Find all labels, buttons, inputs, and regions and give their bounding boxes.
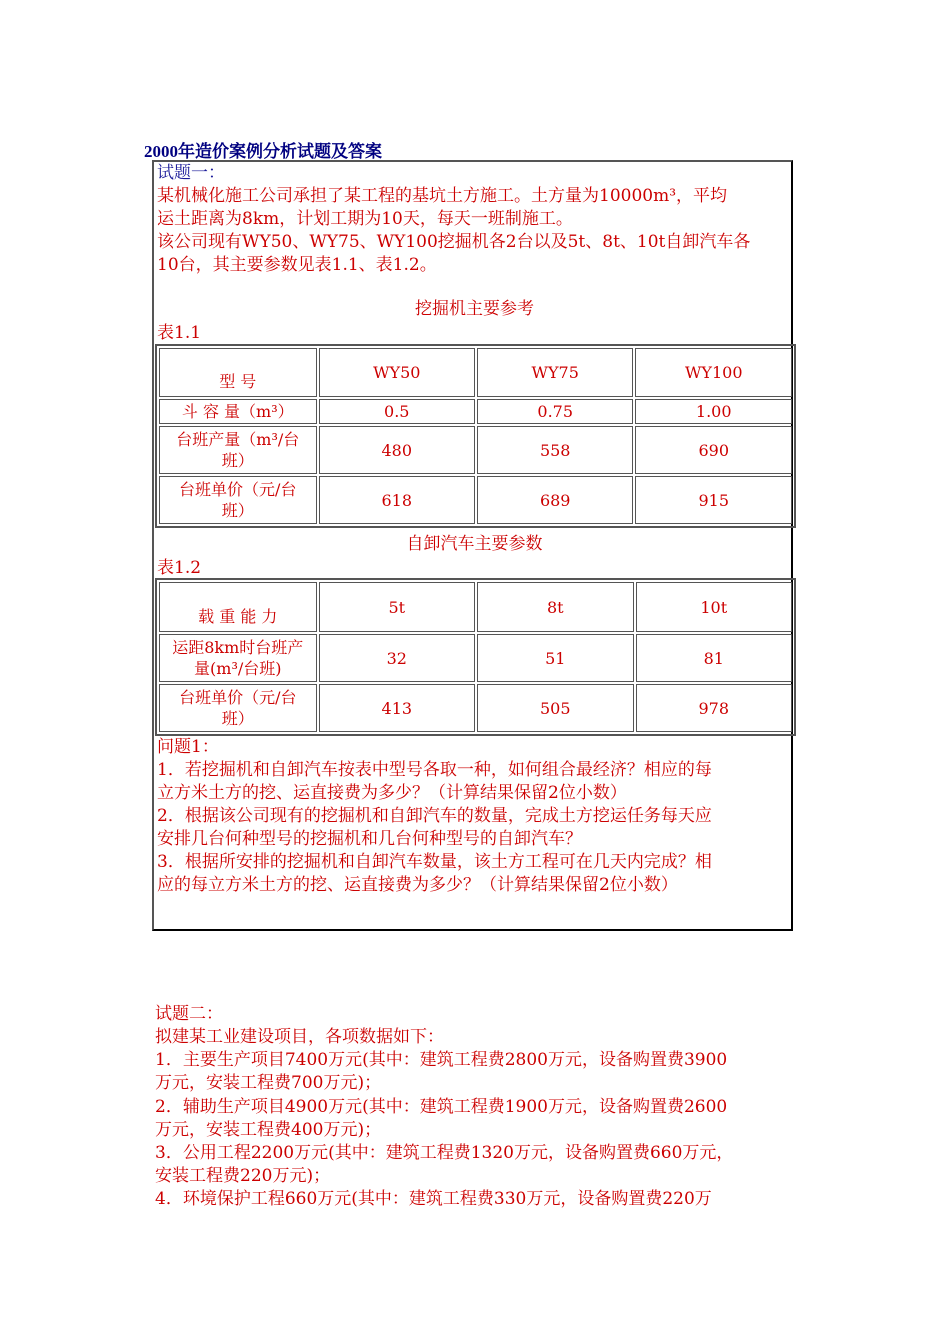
question-2-heading: 试题二： xyxy=(155,1004,223,1024)
q2-line: 1．主要生产项目7400万元(其中：建筑工程费2800万元，设备购置费3900 xyxy=(155,1050,728,1070)
table-header-row xyxy=(159,582,792,632)
table-cell: 1.00 xyxy=(635,399,792,424)
question-line: 3．根据所安排的挖掘机和自卸汽车数量，该土方工程可在几天内完成？相 xyxy=(157,852,712,872)
table-header-cell: 载 重 能 力 xyxy=(159,582,317,632)
table-cell: 690 xyxy=(635,426,792,474)
table-1-caption: 挖掘机主要参考 xyxy=(415,299,534,319)
table-cell: 0.5 xyxy=(319,399,475,424)
q2-line: 万元，安装工程费400万元)； xyxy=(155,1120,382,1140)
question-line: 安排几台何种型号的挖掘机和几台何种型号的自卸汽车？ xyxy=(157,829,582,849)
table-cell: 32 xyxy=(319,634,475,682)
table-cell: 台班单价（元/台班） xyxy=(159,684,317,732)
table-cell: 0.75 xyxy=(477,399,633,424)
table-row xyxy=(159,634,792,682)
table-cell: 81 xyxy=(636,634,793,682)
table-row xyxy=(159,426,792,474)
table-header-cell: 10t xyxy=(636,582,793,632)
table-header-cell: 型 号 xyxy=(159,348,317,397)
q2-line: 安装工程费220万元)； xyxy=(155,1166,331,1186)
document-title: 2000年造价案例分析试题及答案 xyxy=(144,142,382,161)
question-line: 1．若挖掘机和自卸汽车按表中型号各取一种，如何组合最经济？相应的每 xyxy=(157,760,712,780)
table-header-cell: WY50 xyxy=(319,348,475,397)
question-line: 应的每立方米土方的挖、运直接费为多少？（计算结果保留2位小数） xyxy=(157,875,678,895)
table-header-row xyxy=(159,348,792,397)
intro-line: 10台，其主要参数见表1.1、表1.2。 xyxy=(157,255,437,275)
questions-heading: 问题1： xyxy=(157,737,219,757)
table-cell: 运距8km时台班产量(m³/台班) xyxy=(159,634,317,682)
intro-line: 该公司现有WY50、WY75、WY100挖掘机各2台以及5t、8t、10t自卸汽车各 xyxy=(157,232,751,252)
table-cell: 689 xyxy=(477,476,633,524)
q2-line: 4．环境保护工程660万元(其中：建筑工程费330万元，设备购置费220万 xyxy=(155,1189,712,1209)
table-cell: 413 xyxy=(319,684,475,732)
table-cell: 台班单价（元/台班） xyxy=(159,476,317,524)
table-cell: 558 xyxy=(477,426,633,474)
table-2-caption: 自卸汽车主要参数 xyxy=(406,534,543,554)
table-row xyxy=(159,476,792,524)
table-row xyxy=(159,684,792,732)
table-cell: 978 xyxy=(636,684,793,732)
table-cell: 斗 容 量（m³） xyxy=(159,399,317,424)
table-2-label: 表1.2 xyxy=(157,558,202,578)
question-line: 立方米土方的挖、运直接费为多少？（计算结果保留2位小数） xyxy=(157,783,627,803)
intro-line: 某机械化施工公司承担了某工程的基坑土方施工。土方量为10000m³，平均 xyxy=(157,186,728,206)
table-cell: 51 xyxy=(477,634,633,682)
table-header-cell: 8t xyxy=(477,582,633,632)
dump-truck-table xyxy=(155,578,796,736)
intro-line: 运土距离为8km，计划工期为10天，每天一班制施工。 xyxy=(157,209,573,229)
table-cell: 台班产量（m³/台班） xyxy=(159,426,317,474)
table-cell: 915 xyxy=(635,476,792,524)
table-row xyxy=(159,399,792,424)
table-cell: 480 xyxy=(319,426,475,474)
question-line: 2．根据该公司现有的挖掘机和自卸汽车的数量，完成土方挖运任务每天应 xyxy=(157,806,712,826)
q2-line: 3．公用工程2200万元(其中：建筑工程费1320万元，设备购置费660万元， xyxy=(155,1143,734,1163)
table-header-cell: WY75 xyxy=(477,348,633,397)
table-header-cell: 5t xyxy=(319,582,475,632)
table-cell: 618 xyxy=(319,476,475,524)
table-cell: 505 xyxy=(477,684,633,732)
excavator-table xyxy=(155,344,796,528)
table-1-label: 表1.1 xyxy=(157,323,202,343)
question-1-heading: 试题一： xyxy=(157,163,225,183)
q2-line: 万元，安装工程费700万元)； xyxy=(155,1073,382,1093)
table-header-cell: WY100 xyxy=(635,348,792,397)
q2-line: 2．辅助生产项目4900万元(其中：建筑工程费1900万元，设备购置费2600 xyxy=(155,1097,728,1117)
q2-line: 拟建某工业建设项目，各项数据如下： xyxy=(155,1027,444,1047)
